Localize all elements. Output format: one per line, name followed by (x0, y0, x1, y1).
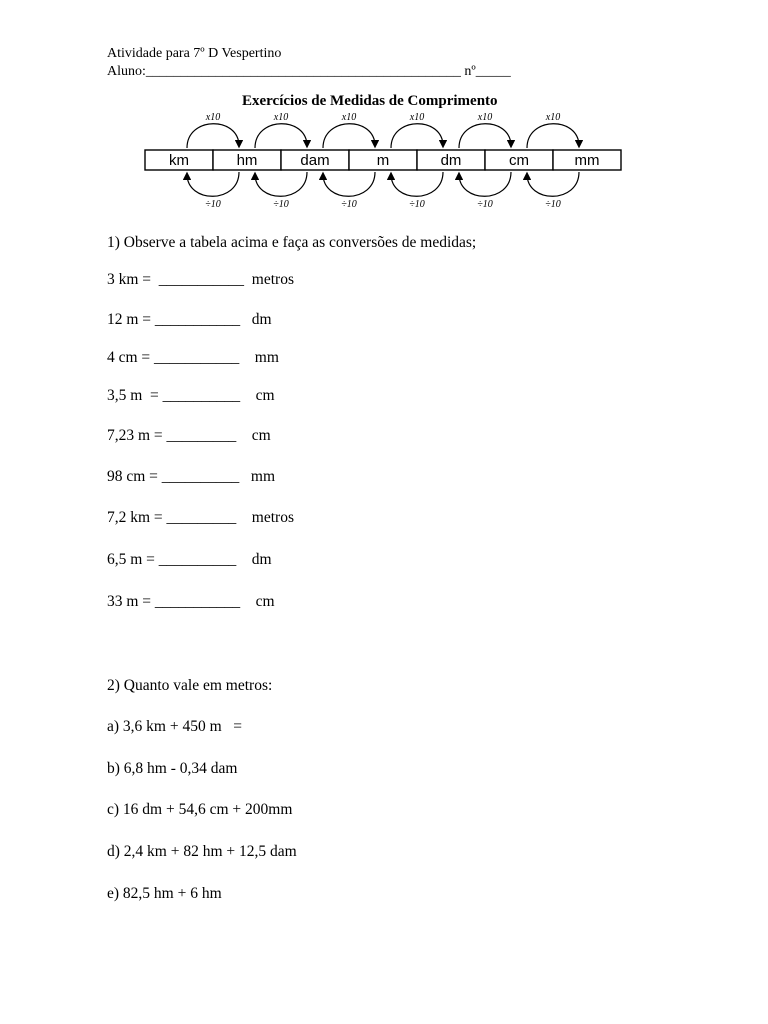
multiply-arrow (459, 124, 511, 148)
sum-item: a) 3,6 km + 450 m = (107, 718, 243, 735)
conversion-item: 12 m = ___________ dm (107, 311, 272, 328)
multiply-arrow (323, 124, 375, 148)
question-1-prompt: 1) Observe a tabela acima e faça as conversões de medidas; (107, 234, 477, 251)
unit-label: km (169, 152, 189, 169)
unit-label: hm (236, 152, 258, 169)
divide-arrow (391, 172, 443, 196)
divide-arrow (459, 172, 511, 196)
unit-label: mm (574, 152, 600, 169)
unit-label: m (376, 152, 390, 169)
unit-label: dam (300, 152, 330, 169)
sum-item: c) 16 dm + 54,6 cm + 200mm (107, 801, 293, 818)
sum-item: b) 6,8 hm - 0,34 dam (107, 760, 238, 777)
conversion-item: 33 m = ___________ cm (107, 593, 275, 610)
multiply-label: x10 (545, 112, 561, 123)
multiply-label: x10 (205, 112, 221, 123)
divide-label: ÷10 (341, 199, 357, 210)
divide-label: ÷10 (409, 199, 425, 210)
divide-label: ÷10 (545, 199, 561, 210)
sum-item: e) 82,5 hm + 6 hm (107, 885, 222, 902)
multiply-arrow (527, 124, 579, 148)
multiply-label: x10 (273, 112, 289, 123)
unit-label: cm (509, 152, 529, 169)
sum-item: d) 2,4 km + 82 hm + 12,5 dam (107, 843, 297, 860)
unit-conversion-diagram (140, 108, 630, 214)
conversion-item: 7,23 m = _________ cm (107, 427, 271, 444)
multiply-arrow (391, 124, 443, 148)
activity-title: Atividade para 7º D Vespertino (107, 46, 282, 61)
multiply-label: x10 (409, 112, 425, 123)
divide-arrow (187, 172, 239, 196)
multiply-arrow (187, 124, 239, 148)
divide-label: ÷10 (205, 199, 221, 210)
conversion-item: 4 cm = ___________ mm (107, 349, 279, 366)
divide-label: ÷10 (477, 199, 493, 210)
conversion-item: 6,5 m = __________ dm (107, 551, 272, 568)
diagram-title: Exercícios de Medidas de Comprimento (242, 93, 498, 109)
divide-label: ÷10 (273, 199, 289, 210)
divide-arrow (255, 172, 307, 196)
conversion-item: 7,2 km = _________ metros (107, 509, 294, 526)
multiply-arrow (255, 124, 307, 148)
multiply-label: x10 (341, 112, 357, 123)
conversion-item: 3,5 m = __________ cm (107, 387, 275, 404)
divide-arrow (323, 172, 375, 196)
multiply-label: x10 (477, 112, 493, 123)
question-2-prompt: 2) Quanto vale em metros: (107, 677, 273, 694)
conversion-item: 98 cm = __________ mm (107, 468, 276, 485)
unit-label: dm (440, 152, 462, 169)
conversion-item: 3 km = ___________ metros (107, 271, 294, 288)
divide-arrow (527, 172, 579, 196)
student-name-line: Aluno:_____________________________________________ nº_____ (107, 64, 511, 79)
